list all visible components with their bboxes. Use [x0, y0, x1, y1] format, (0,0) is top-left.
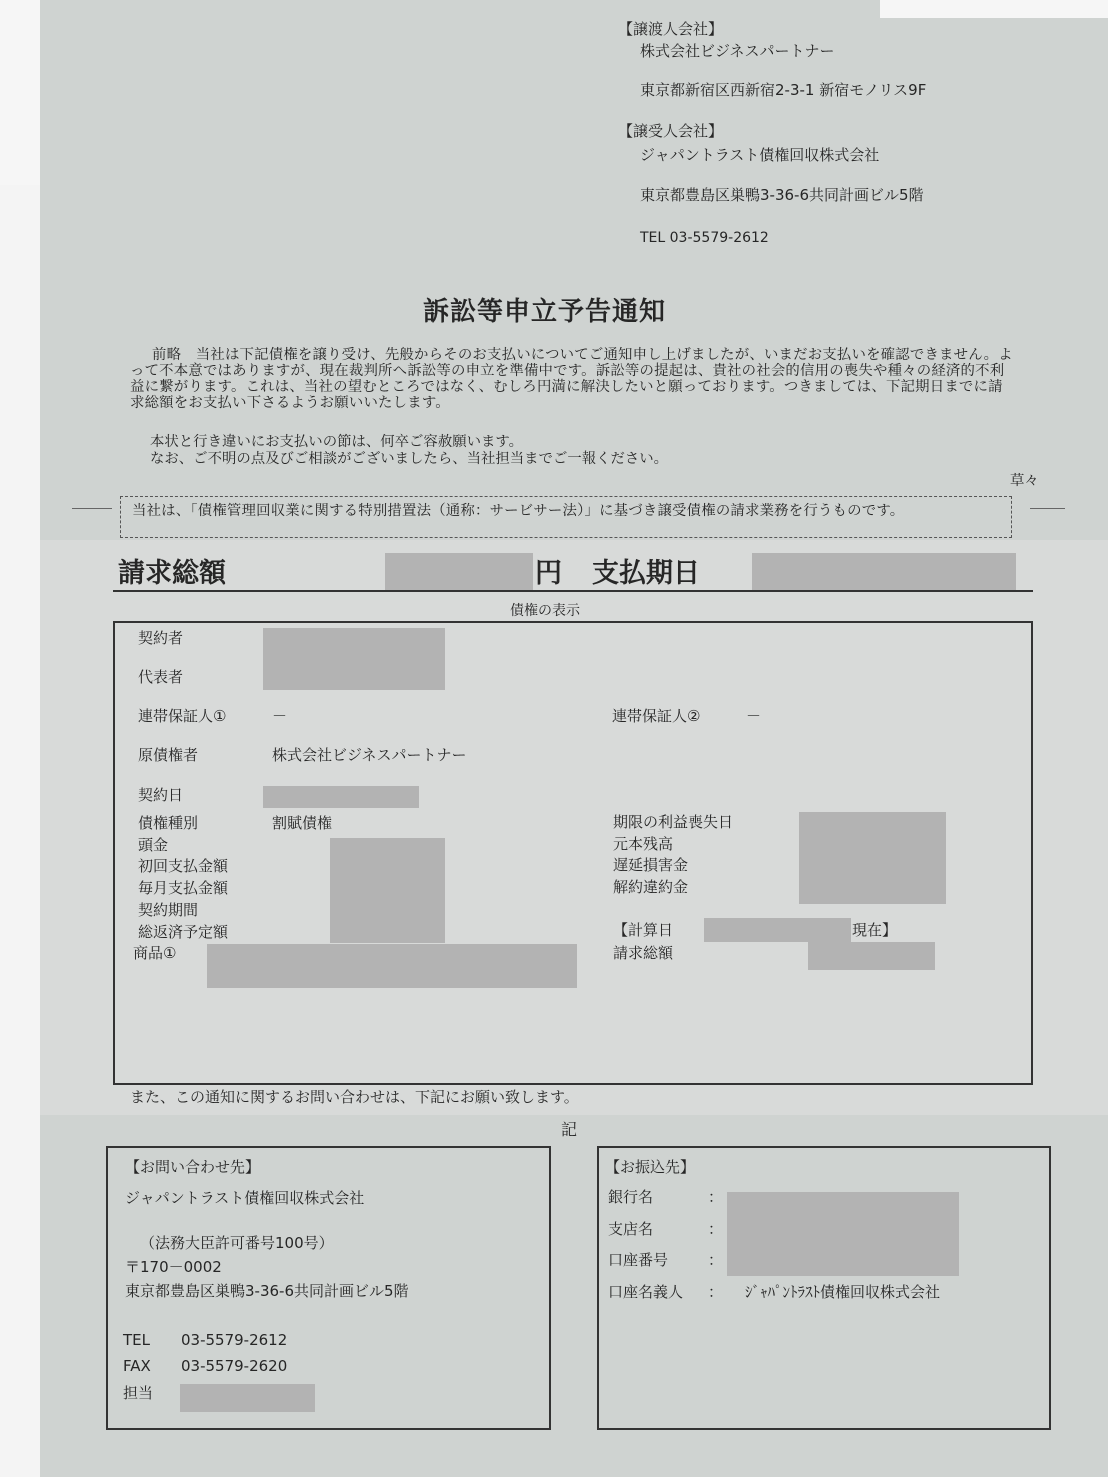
- bank-label: 【お振込先】: [605, 1158, 696, 1176]
- original-creditor-value: 株式会社ビジネスパートナー: [272, 746, 467, 764]
- letter-paper-top: [527, 0, 1108, 200]
- account-holder-label: 口座名義人: [608, 1283, 684, 1301]
- account-number-colon: ：: [708, 1251, 724, 1269]
- original-creditor-label: 原債権者: [138, 746, 199, 764]
- calc-date-suffix: 現在】: [852, 921, 898, 939]
- background-margin-top: [880, 0, 1108, 18]
- redacted-due-date: [752, 553, 1016, 591]
- contact-label: 【お問い合わせ先】: [125, 1158, 261, 1176]
- guarantor2-value: －: [746, 707, 762, 725]
- body-paragraph-2: 本状と行き違いにお支払いの節は、何卒ご容赦願います。: [150, 434, 524, 450]
- assignee-label: 【譲受人会社】: [618, 122, 724, 140]
- assignor-address: 東京都新宿区西新宿2-3-1 新宿モノリス9F: [640, 81, 927, 99]
- redacted-contractor: [263, 628, 445, 690]
- closing-word: 草々: [1010, 473, 1039, 489]
- contact-company: ジャパントラスト債権回収株式会社: [125, 1189, 365, 1207]
- branch-colon: ：: [708, 1220, 724, 1238]
- first-payment-label: 初回支払金額: [138, 857, 229, 875]
- assignee-address: 東京都豊島区巣鴨3-36-6共同計画ビル5階: [640, 186, 924, 204]
- redacted-payment-values: [330, 838, 445, 943]
- contact-fax: 03-5579-2620: [181, 1357, 288, 1375]
- assignor-name: 株式会社ビジネスパートナー: [640, 42, 835, 60]
- redacted-staff: [180, 1384, 315, 1412]
- fold-mark-left: [72, 508, 112, 509]
- total-claim-label: 請求総額: [613, 944, 674, 962]
- redacted-balance-values: [799, 812, 946, 904]
- contact-staff-label: 担当: [123, 1384, 154, 1402]
- account-number-label: 口座番号: [608, 1251, 669, 1269]
- contractor-label: 契約者: [138, 629, 184, 647]
- principal-balance-label: 元本残高: [613, 835, 674, 853]
- claim-section-title: 債権の表示: [510, 603, 580, 619]
- bank-name-label: 銀行名: [608, 1188, 654, 1206]
- redacted-total-claim: [808, 942, 935, 970]
- guarantor2-label: 連帯保証人②: [612, 707, 701, 725]
- acceleration-date-label: 期限の利益喪失日: [613, 813, 734, 831]
- account-holder-colon: ：: [708, 1283, 724, 1301]
- contact-tel-label: TEL: [123, 1331, 150, 1349]
- representative-label: 代表者: [138, 668, 184, 686]
- assignor-label: 【譲渡人会社】: [618, 20, 724, 38]
- claim-type-label: 債権種別: [138, 814, 199, 832]
- total-repayment-label: 総返済予定額: [138, 923, 229, 941]
- account-holder-value: ｼﾞｬﾊﾟﾝﾄﾗｽﾄ債権回収株式会社: [745, 1283, 941, 1301]
- summary-underline: [113, 590, 1033, 592]
- calc-date-label: 【計算日: [613, 921, 674, 939]
- document-title: 訴訟等申立予告通知: [423, 297, 667, 327]
- guarantor1-label: 連帯保証人①: [138, 707, 227, 725]
- monthly-payment-label: 毎月支払金額: [138, 879, 229, 897]
- redacted-total-amount: [385, 553, 533, 591]
- contract-date-label: 契約日: [138, 786, 184, 804]
- due-date-label: 支払期日: [592, 558, 700, 589]
- contact-fax-label: FAX: [123, 1357, 151, 1375]
- redacted-product: [207, 944, 577, 988]
- contact-address: 東京都豊島区巣鴨3-36-6共同計画ビル5階: [125, 1282, 409, 1300]
- contact-tel: 03-5579-2612: [181, 1331, 288, 1349]
- inquiry-note: また、この通知に関するお問い合わせは、下記にお願い致します。: [130, 1088, 579, 1106]
- body-paragraph-1: 前略 当社は下記債権を譲り受け、先般からそのお支払いについてご通知申し上げましたが、いまだお支払いを確認できません。よって不本意ではありますが、現在裁判所へ訴訟等の申立を準備中です。訴訟等の提起は、貴社の社会的信用の喪失や種々の経済的不利益に繋がります。これは、当社の望むところではなく、むしろ円満に解決したいと願っております。つきましては、下記期日までに請求総額をお支払い下さるようお願いいたします。: [130, 347, 1013, 411]
- assignee-name: ジャパントラスト債権回収株式会社: [640, 146, 880, 164]
- branch-label: 支店名: [608, 1220, 654, 1238]
- servicer-notice: 当社は、「債権管理回収業に関する特別措置法（通称：サービサー法）」に基づき譲受債権の請求業務を行うものです。: [132, 503, 905, 519]
- redacted-contract-date: [263, 786, 419, 808]
- fold-mark-right: [1030, 508, 1065, 509]
- redacted-calc-date: [704, 918, 851, 942]
- late-damages-label: 遅延損害金: [613, 856, 689, 874]
- body-paragraph-3: なお、ご不明の点及びご相談がございましたら、当社担当までご一報ください。: [150, 451, 669, 467]
- guarantor1-value: －: [272, 707, 288, 725]
- claim-type-value: 割賦債権: [272, 814, 333, 832]
- ki-mark: 記: [561, 1120, 578, 1139]
- total-amount-label: 請求総額: [118, 558, 226, 589]
- redacted-bank-details: [727, 1192, 959, 1276]
- bank-name-colon: ：: [708, 1188, 724, 1206]
- yen-unit: 円: [535, 558, 562, 589]
- contract-period-label: 契約期間: [138, 901, 199, 919]
- contact-postal: 〒170－0002: [125, 1258, 222, 1276]
- product-label: 商品①: [133, 944, 177, 962]
- contact-license: （法務大臣許可番号100号）: [140, 1234, 334, 1252]
- down-payment-label: 頭金: [138, 836, 169, 854]
- cancellation-penalty-label: 解約違約金: [613, 878, 689, 896]
- assignee-tel: TEL 03-5579-2612: [640, 230, 769, 246]
